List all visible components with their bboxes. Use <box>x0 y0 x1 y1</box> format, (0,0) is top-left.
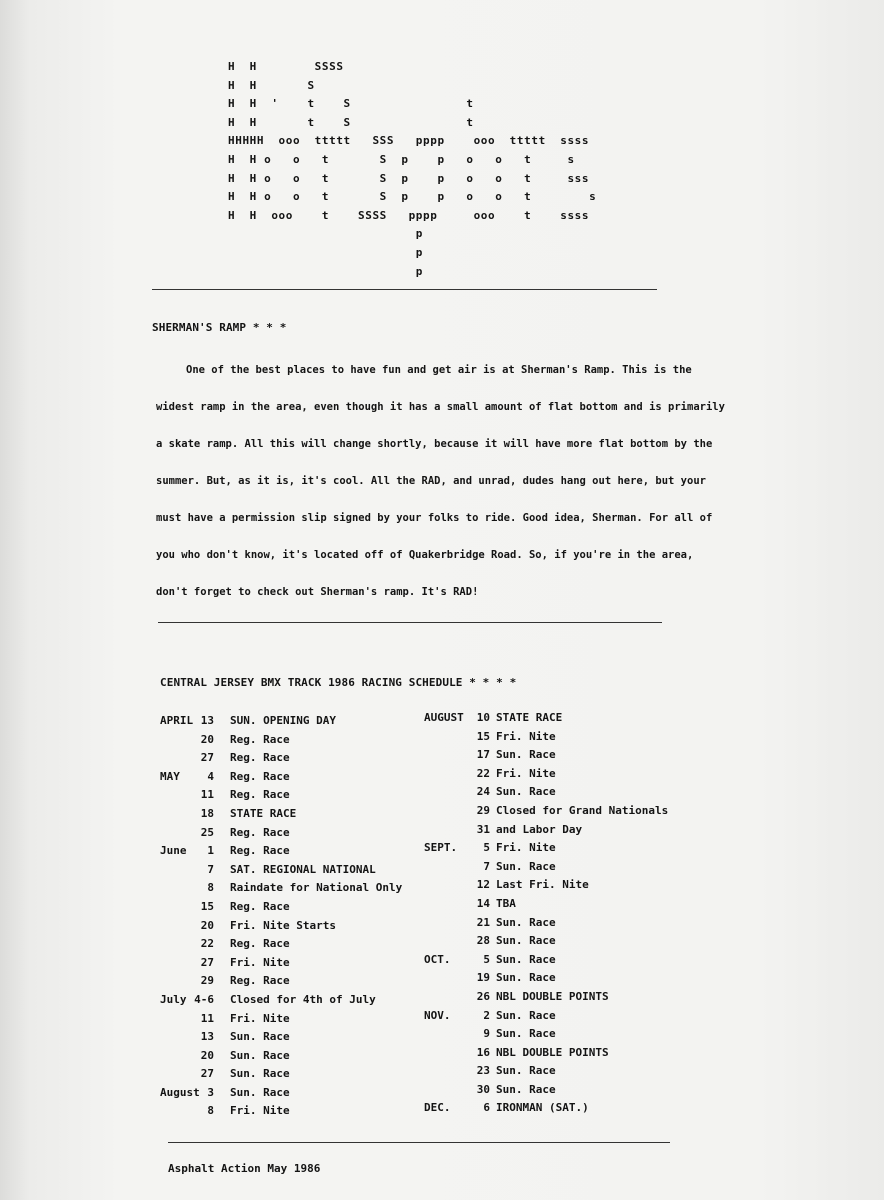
ascii-art-line: p <box>228 264 424 278</box>
ascii-art-line: p <box>228 245 424 259</box>
schedule-entry <box>160 917 420 936</box>
schedule-entry <box>424 858 684 877</box>
schedule-entry <box>160 768 420 787</box>
schedule-event: Fri. Nite <box>496 841 556 855</box>
schedule-day: 4 <box>207 769 214 783</box>
schedule-entry <box>424 1062 684 1081</box>
schedule-day: 3 <box>207 1085 214 1099</box>
schedule-month: OCT. <box>424 952 451 966</box>
ascii-art-line: H H SSSS <box>228 60 344 73</box>
schedule-entry <box>424 783 684 802</box>
schedule-day: 12 <box>476 878 490 892</box>
schedule-event: Reg. Race <box>230 751 290 765</box>
schedule-entry <box>424 839 684 858</box>
schedule-event: Sun. Race <box>230 1030 290 1044</box>
schedule-entry <box>160 842 420 861</box>
schedule-entry <box>424 895 684 914</box>
schedule-day: 26 <box>476 989 490 1003</box>
schedule-event: Fri. Nite <box>230 955 290 969</box>
schedule-event: Sun. Race <box>230 1085 290 1099</box>
schedule-day: 31 <box>476 822 490 836</box>
schedule-day: 22 <box>476 766 490 780</box>
schedule-event: SUN. OPENING DAY <box>230 714 336 727</box>
schedule-entry <box>160 824 420 843</box>
schedule-entry <box>160 1084 420 1103</box>
paragraph-line: a skate ramp. All this will change shortly, because it will have more flat bottom by the <box>156 438 713 450</box>
schedule-day: 7 <box>483 859 490 873</box>
schedule-event: Fri. Nite Starts <box>230 918 336 932</box>
ascii-art-line: H H o o t S p p o o t sss <box>228 171 590 185</box>
schedule-event: Closed for Grand Nationals <box>496 803 669 817</box>
schedule-event: Reg. Race <box>230 825 290 839</box>
schedule-entry <box>424 821 684 840</box>
schedule-left-column <box>160 712 420 1121</box>
schedule-entry <box>160 712 420 731</box>
schedule-entry <box>160 972 420 991</box>
schedule-day: 20 <box>200 918 214 932</box>
schedule-event: Sun. Race <box>496 934 556 948</box>
schedule-entry <box>160 1028 420 1047</box>
schedule-event: IRONMAN (SAT.) <box>496 1101 589 1115</box>
footer-publication-line: Asphalt Action May 1986 <box>168 1162 321 1175</box>
schedule-day: 28 <box>476 934 490 948</box>
schedule-event: Reg. Race <box>230 974 290 988</box>
schedule-event: Sun. Race <box>496 785 556 799</box>
divider-rule <box>158 622 662 623</box>
schedule-day: 11 <box>200 788 214 802</box>
schedule-event: Fri. Nite <box>496 766 556 780</box>
schedule-day: 18 <box>200 806 214 820</box>
schedule-entry <box>424 1025 684 1044</box>
paragraph-line: widest ramp in the area, even though it has a small amount of flat bottom and is primarily <box>156 401 725 413</box>
schedule-day: 16 <box>476 1045 490 1059</box>
schedule-event: Reg. Race <box>230 937 290 951</box>
schedule-day: 21 <box>476 915 490 929</box>
schedule-event: Sun. Race <box>496 859 556 873</box>
schedule-day: 19 <box>476 971 490 985</box>
schedule-month: MAY <box>160 769 180 783</box>
schedule-day: 30 <box>476 1082 490 1096</box>
ascii-art-line: HHHHH ooo ttttt SSS pppp ooo ttttt ssss <box>228 134 590 148</box>
schedule-event: Sun. Race <box>496 915 556 929</box>
schedule-month: DEC. <box>424 1101 451 1115</box>
schedule-day: 27 <box>200 955 214 969</box>
schedule-entry <box>424 746 684 765</box>
schedule-event: Fri. Nite <box>230 1011 290 1025</box>
schedule-entry <box>160 935 420 954</box>
schedule-entry <box>160 1010 420 1029</box>
schedule-day: 15 <box>476 729 490 743</box>
schedule-event: Reg. Race <box>230 769 290 783</box>
ascii-art-line: H H ooo t SSSS pppp ooo t ssss <box>228 208 590 222</box>
schedule-entry <box>160 1065 420 1084</box>
ascii-art-line: H H o o t S p p o o t s <box>228 190 597 204</box>
paragraph-line: must have a permission slip signed by your folks to ride. Good idea, Sherman. For all of <box>156 512 713 524</box>
hotspots-ascii-art-title <box>228 58 596 281</box>
schedule-entry <box>160 991 420 1010</box>
schedule-event: Sun. Race <box>496 1064 556 1078</box>
schedule-day: 6 <box>483 1101 490 1115</box>
schedule-entry <box>160 879 420 898</box>
schedule-entry <box>424 951 684 970</box>
schedule-day: 13 <box>200 714 214 727</box>
schedule-day: 5 <box>483 952 490 966</box>
schedule-event: Sun. Race <box>496 952 556 966</box>
schedule-event: NBL DOUBLE POINTS <box>496 989 609 1003</box>
schedule-right-column <box>424 709 684 1118</box>
schedule-entry <box>424 728 684 747</box>
schedule-event: Raindate for National Only <box>230 881 403 895</box>
schedule-day: 15 <box>200 899 214 913</box>
schedule-event: and Labor Day <box>496 822 583 836</box>
schedule-entry <box>160 861 420 880</box>
schedule-day: 17 <box>476 748 490 762</box>
schedule-event: Fri. Nite <box>496 729 556 743</box>
schedule-entry <box>160 731 420 750</box>
schedule-entry <box>160 1047 420 1066</box>
schedule-day: 8 <box>207 1104 214 1118</box>
paragraph-line: don't forget to check out Sherman's ramp. It's RAD! <box>156 586 479 598</box>
schedule-entry <box>160 805 420 824</box>
schedule-day: 20 <box>200 1048 214 1062</box>
schedule-month: June <box>160 844 187 858</box>
schedule-event: Sun. Race <box>496 748 556 762</box>
schedule-event: Reg. Race <box>230 899 290 913</box>
schedule-entry <box>424 765 684 784</box>
ascii-art-line: p <box>228 227 424 241</box>
schedule-month: July <box>160 992 187 1006</box>
schedule-day: 4-6 <box>194 992 214 1006</box>
schedule-month: August <box>160 1085 200 1099</box>
schedule-day: 9 <box>483 1027 490 1041</box>
schedule-day: 24 <box>476 785 490 799</box>
schedule-month: NOV. <box>424 1008 451 1022</box>
sherman-ramp-heading: SHERMAN'S RAMP * * * <box>152 321 287 334</box>
schedule-event: Last Fri. Nite <box>496 878 589 892</box>
schedule-event: Sun. Race <box>496 1008 556 1022</box>
schedule-day: 25 <box>200 825 214 839</box>
schedule-entry <box>424 914 684 933</box>
schedule-event: Closed for 4th of July <box>230 992 376 1006</box>
schedule-month: AUGUST <box>424 711 464 724</box>
schedule-entry <box>424 876 684 895</box>
schedule-day: 1 <box>207 844 214 858</box>
schedule-event: Sun. Race <box>496 1027 556 1041</box>
schedule-event: Fri. Nite <box>230 1104 290 1118</box>
schedule-event: TBA <box>496 896 516 910</box>
schedule-day: 23 <box>476 1064 490 1078</box>
schedule-month: SEPT. <box>424 841 458 855</box>
schedule-entry <box>160 954 420 973</box>
schedule-day: 11 <box>200 1011 214 1025</box>
schedule-entry <box>424 1099 684 1118</box>
schedule-event: Reg. Race <box>230 732 290 746</box>
schedule-day: 7 <box>207 862 214 876</box>
schedule-heading: CENTRAL JERSEY BMX TRACK 1986 RACING SCHEDULE * * * * <box>160 676 517 689</box>
schedule-event: SAT. REGIONAL NATIONAL <box>230 862 376 876</box>
schedule-day: 13 <box>200 1030 214 1044</box>
ascii-art-line: H H t S t <box>228 115 474 129</box>
paragraph-line: you who don't know, it's located off of Quakerbridge Road. So, if you're in the area, <box>156 549 694 561</box>
schedule-entry <box>160 898 420 917</box>
paragraph-line: One of the best places to have fun and get air is at Sherman's Ramp. This is the <box>186 364 692 376</box>
schedule-day: 10 <box>476 711 490 724</box>
schedule-day: 29 <box>476 803 490 817</box>
schedule-entry <box>424 969 684 988</box>
schedule-entry <box>160 1102 420 1121</box>
schedule-day: 20 <box>200 732 214 746</box>
schedule-event: STATE RACE <box>496 711 563 724</box>
schedule-entry <box>424 802 684 821</box>
ascii-art-line: H H S <box>228 78 315 92</box>
schedule-event: Reg. Race <box>230 788 290 802</box>
schedule-day: 14 <box>476 896 490 910</box>
schedule-event: Reg. Race <box>230 844 290 858</box>
schedule-day: 27 <box>200 1067 214 1081</box>
schedule-entry <box>424 1044 684 1063</box>
schedule-event: Sun. Race <box>496 971 556 985</box>
schedule-day: 5 <box>483 841 490 855</box>
schedule-day: 8 <box>207 881 214 895</box>
schedule-event: STATE RACE <box>230 806 297 820</box>
schedule-day: 22 <box>200 937 214 951</box>
schedule-entry <box>424 1007 684 1026</box>
schedule-entry <box>424 932 684 951</box>
paragraph-line: summer. But, as it is, it's cool. All the RAD, and unrad, dudes hang out here, but your <box>156 475 706 487</box>
schedule-event: Sun. Race <box>496 1082 556 1096</box>
schedule-event: NBL DOUBLE POINTS <box>496 1045 609 1059</box>
schedule-entry <box>160 786 420 805</box>
divider-rule <box>152 289 657 290</box>
schedule-entry <box>424 988 684 1007</box>
schedule-entry <box>424 1081 684 1100</box>
schedule-entry <box>424 709 684 728</box>
schedule-day: 27 <box>200 751 214 765</box>
ascii-art-line: H H ' t S t <box>228 97 474 111</box>
schedule-entry <box>160 749 420 768</box>
sherman-ramp-paragraph <box>156 352 756 611</box>
schedule-event: Sun. Race <box>230 1048 290 1062</box>
schedule-day: 2 <box>483 1008 490 1022</box>
divider-rule <box>168 1142 670 1143</box>
ascii-art-line: H H o o t S p p o o t s <box>228 152 575 166</box>
schedule-month: APRIL <box>160 714 194 727</box>
schedule-day: 29 <box>200 974 214 988</box>
schedule-event: Sun. Race <box>230 1067 290 1081</box>
